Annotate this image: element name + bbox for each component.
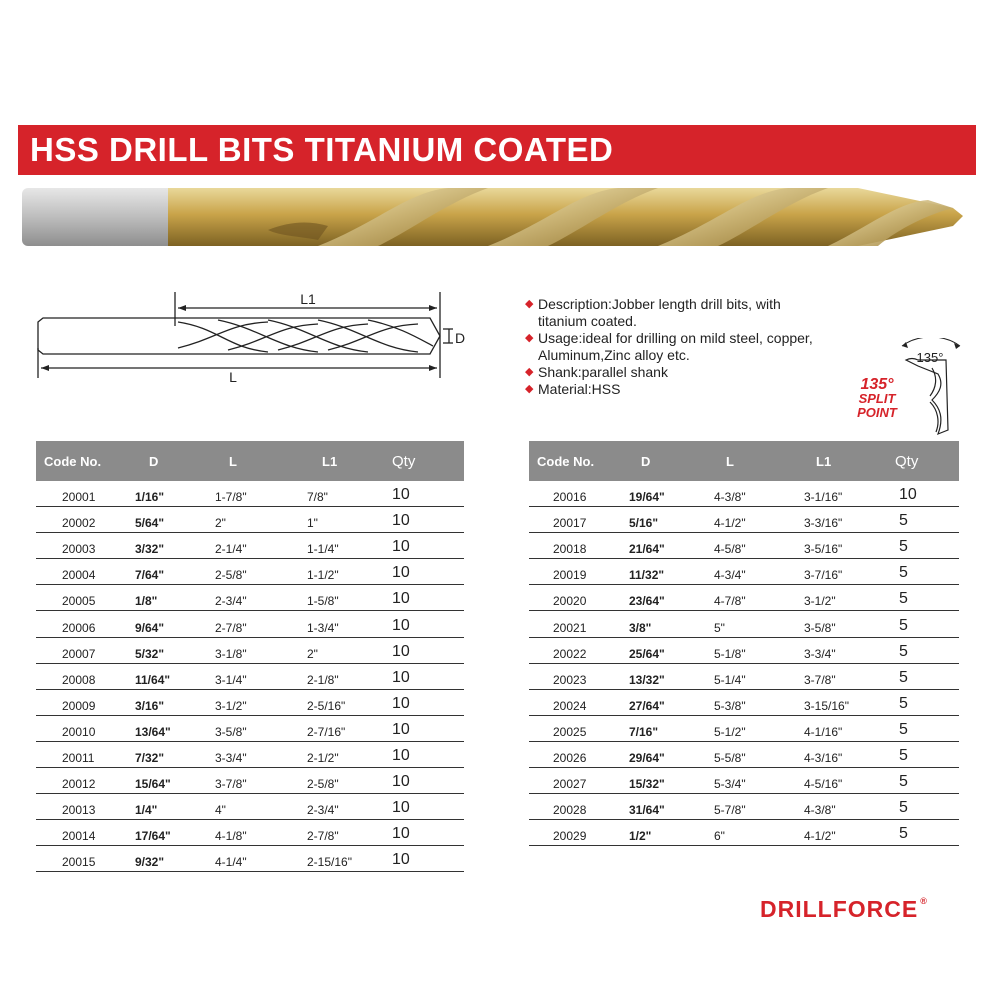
header-l: L [215,441,307,481]
l1-cell: 2" [307,637,390,663]
d-cell: 21/64" [629,533,714,559]
qty-cell: 5 [891,507,959,533]
table-row [36,820,464,846]
code-cell: 20011 [36,741,134,767]
table-row [36,481,464,507]
header-qty: Qty [891,441,959,481]
l1-cell: 4-3/16" [804,741,891,767]
qty-cell: 10 [390,611,464,637]
d-cell: 19/64" [629,481,714,507]
qty-cell: 5 [891,741,959,767]
header-l1: L1 [804,441,891,481]
qty-cell: 10 [390,533,464,559]
qty-cell: 5 [891,559,959,585]
l1-cell: 2-5/16" [307,689,390,715]
qty-cell: 5 [891,533,959,559]
qty-cell: 5 [891,820,959,846]
code-cell: 20025 [529,715,629,741]
table-row [529,507,959,533]
table-row [529,481,959,507]
l1-cell: 3-5/8" [804,611,891,637]
l-cell: 3-1/8" [215,637,307,663]
l-cell: 3-7/8" [215,768,307,794]
page-title: HSS DRILL BITS TITANIUM COATED [30,131,614,168]
split-angle: 135° [860,376,894,393]
l1-cell: 2-15/16" [307,846,390,872]
l1-cell: 1-5/8" [307,585,390,611]
code-cell: 20003 [36,533,134,559]
l1-cell: 4-1/16" [804,715,891,741]
table-row [529,741,959,767]
l-cell: 5" [714,611,804,637]
d-cell: 3/8" [629,611,714,637]
header-code: Code No. [529,441,629,481]
d-cell: 11/64" [134,663,215,689]
d-cell: 7/16" [629,715,714,741]
code-cell: 20020 [529,585,629,611]
d-cell: 9/64" [134,611,215,637]
table-row [36,611,464,637]
code-cell: 20001 [36,481,134,507]
title-banner [18,125,976,175]
table-row [36,715,464,741]
split-point-label [844,378,910,420]
table-row [36,741,464,767]
qty-cell: 5 [891,637,959,663]
header-d: D [629,441,714,481]
qty-cell: 10 [390,794,464,820]
l1-cell: 3-15/16" [804,689,891,715]
table-row [36,794,464,820]
brand-logo [760,896,928,923]
angle-label: 135° [916,350,944,365]
l1-cell: 2-7/8" [307,820,390,846]
l1-cell: 4-3/8" [804,794,891,820]
l1-cell: 1-3/4" [307,611,390,637]
d-cell: 13/64" [134,715,215,741]
code-cell: 20012 [36,768,134,794]
qty-cell: 10 [390,846,464,872]
code-cell: 20010 [36,715,134,741]
split-line1: SPLIT [858,391,896,406]
l1-cell: 2-1/8" [307,663,390,689]
l-cell: 5-1/4" [714,663,804,689]
l1-cell: 3-3/4" [804,637,891,663]
code-cell: 20017 [529,507,629,533]
brand-mark: ® [920,896,928,906]
l-cell: 3-1/4" [215,663,307,689]
l-cell: 4-1/8" [215,820,307,846]
table-row [36,507,464,533]
d-cell: 7/32" [134,741,215,767]
brand-name: DRILLFORCE [760,896,919,922]
code-cell: 20018 [529,533,629,559]
split-line2: POINT [857,405,897,420]
d-cell: 5/32" [134,637,215,663]
code-cell: 20023 [529,663,629,689]
table-row [529,663,959,689]
d-cell: 15/32" [629,768,714,794]
l1-cell: 3-1/16" [804,481,891,507]
qty-cell: 5 [891,611,959,637]
qty-cell: 10 [390,663,464,689]
qty-cell: 5 [891,689,959,715]
table-row [529,533,959,559]
code-cell: 20029 [529,820,629,846]
spec-table-right [529,441,959,846]
code-cell: 20006 [36,611,134,637]
l-cell: 4-5/8" [714,533,804,559]
d-cell: 5/16" [629,507,714,533]
l1-cell: 3-3/16" [804,507,891,533]
d-cell: 15/64" [134,768,215,794]
table-row [529,611,959,637]
table-row [529,637,959,663]
l1-cell: 3-1/2" [804,585,891,611]
l-cell: 5-5/8" [714,741,804,767]
code-cell: 20026 [529,741,629,767]
d-cell: 31/64" [629,794,714,820]
l-cell: 2" [215,507,307,533]
header-l1: L1 [307,441,390,481]
code-cell: 20022 [529,637,629,663]
d-cell: 1/8" [134,585,215,611]
qty-cell: 10 [390,637,464,663]
qty-cell: 10 [390,689,464,715]
l-cell: 3-5/8" [215,715,307,741]
l-cell: 4-1/4" [215,846,307,872]
spec-table-left [36,441,464,872]
d-cell: 5/64" [134,507,215,533]
qty-cell: 5 [891,768,959,794]
qty-cell: 10 [390,481,464,507]
l-cell: 5-7/8" [714,794,804,820]
l1-cell: 2-1/2" [307,741,390,767]
table-row [36,689,464,715]
code-cell: 20024 [529,689,629,715]
l-cell: 4-3/4" [714,559,804,585]
code-cell: 20021 [529,611,629,637]
qty-cell: 5 [891,715,959,741]
l-cell: 1-7/8" [215,481,307,507]
desc-item-material: ◆ Material:HSS [525,381,825,398]
code-cell: 20016 [529,481,629,507]
qty-cell: 10 [390,820,464,846]
table-row [36,585,464,611]
qty-cell: 5 [891,794,959,820]
d-cell: 1/16" [134,481,215,507]
l1-cell: 2-3/4" [307,794,390,820]
code-cell: 20015 [36,846,134,872]
l-cell: 2-5/8" [215,559,307,585]
d-cell: 3/32" [134,533,215,559]
desc-item-usage: ◆ Usage:ideal for drilling on mild steel, copper, Aluminum,Zinc alloy etc. [525,330,825,364]
code-cell: 20027 [529,768,629,794]
table-row [36,846,464,872]
l1-cell: 2-5/8" [307,768,390,794]
table-row [529,794,959,820]
header-d: D [134,441,215,481]
d-label: D [455,330,466,346]
d-cell: 27/64" [629,689,714,715]
table-header-row [36,441,464,481]
l1-cell: 7/8" [307,481,390,507]
l-cell: 6" [714,820,804,846]
d-cell: 1/4" [134,794,215,820]
l1-cell: 3-7/16" [804,559,891,585]
l1-cell: 1" [307,507,390,533]
l-cell: 2-1/4" [215,533,307,559]
table-row [36,559,464,585]
table-row [529,768,959,794]
code-cell: 20009 [36,689,134,715]
qty-cell: 10 [390,768,464,794]
table-row [529,715,959,741]
l-cell: 4-1/2" [714,507,804,533]
qty-cell: 10 [390,559,464,585]
l1-cell: 4-1/2" [804,820,891,846]
table-row [36,533,464,559]
l-cell: 2-7/8" [215,611,307,637]
qty-cell: 5 [891,663,959,689]
header-qty: Qty [390,441,464,481]
d-cell: 17/64" [134,820,215,846]
qty-cell: 5 [891,585,959,611]
l1-cell: 1-1/2" [307,559,390,585]
desc-item-description: ◆ Description:Jobber length drill bits, with titanium coated. [525,296,825,330]
header-code: Code No. [36,441,134,481]
qty-cell: 10 [390,585,464,611]
code-cell: 20002 [36,507,134,533]
d-cell: 3/16" [134,689,215,715]
l-cell: 4" [215,794,307,820]
table-row [529,689,959,715]
l1-cell: 3-5/16" [804,533,891,559]
table-row [36,768,464,794]
l-cell: 3-1/2" [215,689,307,715]
table-row [529,820,959,846]
l-cell: 2-3/4" [215,585,307,611]
l1-cell: 1-1/4" [307,533,390,559]
code-cell: 20013 [36,794,134,820]
l1-cell: 2-7/16" [307,715,390,741]
d-cell: 11/32" [629,559,714,585]
d-cell: 25/64" [629,637,714,663]
table-row [529,559,959,585]
l1-cell: 4-5/16" [804,768,891,794]
d-cell: 1/2" [629,820,714,846]
d-cell: 29/64" [629,741,714,767]
l-label: L [229,369,237,385]
drill-bit-photo [18,182,978,262]
table-row [529,585,959,611]
l-cell: 3-3/4" [215,741,307,767]
code-cell: 20019 [529,559,629,585]
d-cell: 23/64" [629,585,714,611]
l-cell: 4-3/8" [714,481,804,507]
l-cell: 4-7/8" [714,585,804,611]
qty-cell: 10 [390,507,464,533]
code-cell: 20008 [36,663,134,689]
d-cell: 7/64" [134,559,215,585]
qty-cell: 10 [891,481,959,507]
l1-cell: 3-7/8" [804,663,891,689]
table-header-row [529,441,959,481]
code-cell: 20005 [36,585,134,611]
d-cell: 9/32" [134,846,215,872]
l1-label: L1 [300,291,316,307]
l-cell: 5-3/4" [714,768,804,794]
header-l: L [714,441,804,481]
table-row [36,637,464,663]
qty-cell: 10 [390,741,464,767]
code-cell: 20004 [36,559,134,585]
l-cell: 5-1/2" [714,715,804,741]
code-cell: 20028 [529,794,629,820]
qty-cell: 10 [390,715,464,741]
code-cell: 20014 [36,820,134,846]
code-cell: 20007 [36,637,134,663]
product-description [525,296,825,398]
l-cell: 5-1/8" [714,637,804,663]
table-row [36,663,464,689]
drill-dimension-diagram [28,288,478,388]
desc-item-shank: ◆ Shank:parallel shank [525,364,825,381]
d-cell: 13/32" [629,663,714,689]
l-cell: 5-3/8" [714,689,804,715]
